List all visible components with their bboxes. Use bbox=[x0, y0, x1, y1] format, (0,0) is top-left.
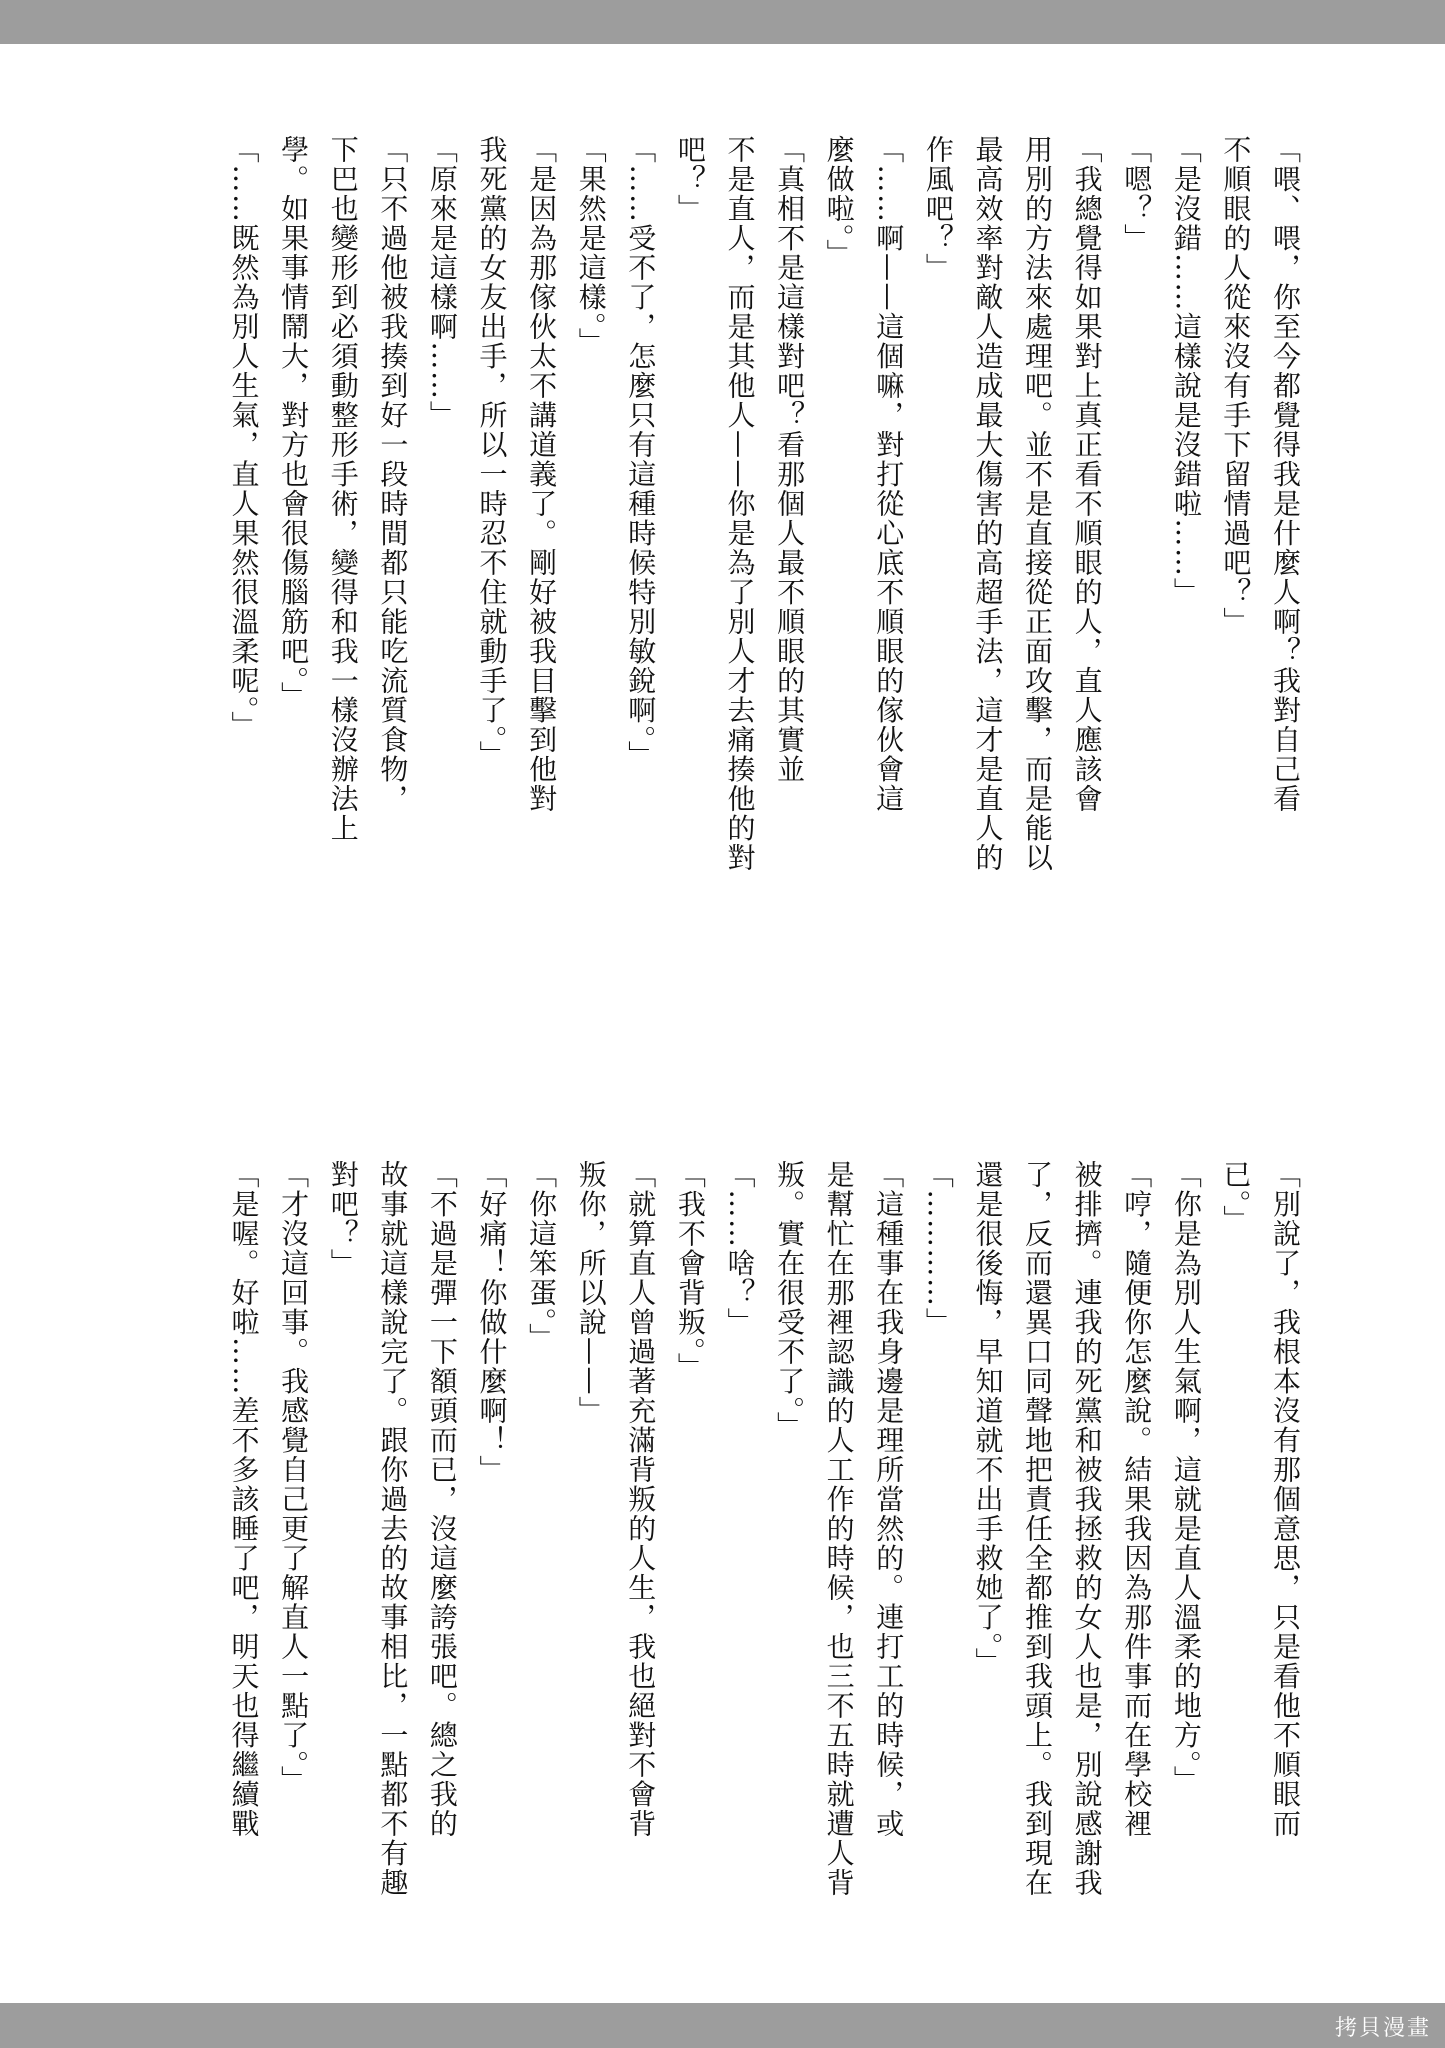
top-gray-bar bbox=[0, 0, 1445, 44]
text-line: 用別的方法來處理吧。並不是直接從正面攻擊，而是能以 bbox=[1021, 135, 1055, 873]
text-line: 「我總覺得如果對上真正看不順眼的人，直人應該會 bbox=[1070, 135, 1104, 814]
text-line: 叛。實在很受不了。」 bbox=[773, 1160, 807, 1441]
text-line: 最高效率對敵人造成最大傷害的高超手法，這才是直人的 bbox=[971, 135, 1005, 873]
text-line: 我死黨的女友出手，所以一時忍不住就動手了。」 bbox=[475, 135, 509, 770]
text-line: 「這種事在我身邊是理所當然的。連打工的時候，或 bbox=[872, 1160, 906, 1839]
text-line: 不順眼的人從來沒有手下留情過吧？」 bbox=[1219, 135, 1253, 637]
text-line: 下巴也變形到必須動整形手術，變得和我一樣沒辦法上 bbox=[326, 135, 360, 843]
text-line: 「我不會背叛。」 bbox=[673, 1160, 707, 1382]
text-line: 「就算直人曾過著充滿背叛的人生，我也絕對不會背 bbox=[624, 1160, 658, 1839]
text-line: 了，反而還異口同聲地把責任全都推到我頭上。我到現在 bbox=[1021, 1160, 1055, 1898]
text-line: 「……受不了，怎麼只有這種時候特別敏銳啊。」 bbox=[624, 135, 658, 770]
text-line: 「才沒這回事。我感覺自己更了解直人一點了。」 bbox=[277, 1160, 311, 1795]
text-line: 「是喔。好啦……差不多該睡了吧，明天也得繼續戰 bbox=[227, 1160, 261, 1839]
text-line: 「…………」 bbox=[921, 1160, 955, 1337]
text-line: 「好痛！你做什麼啊！」 bbox=[475, 1160, 509, 1485]
text-line: 「嗯？」 bbox=[1120, 135, 1154, 253]
text-line: 不是直人，而是其他人——你是為了別人才去痛揍他的對 bbox=[723, 135, 757, 873]
text-line: 作風吧？」 bbox=[921, 135, 955, 283]
text-line: 「你是為別人生氣啊，這就是直人溫柔的地方。」 bbox=[1169, 1160, 1203, 1795]
watermark-text: 拷貝漫畫 bbox=[1334, 2016, 1431, 2041]
text-line: 對吧？」 bbox=[326, 1160, 360, 1278]
text-line: 是幫忙在那裡認識的人工作的時候，也三不五時就遭人背 bbox=[822, 1160, 856, 1898]
text-line: 故事就這樣說完了。跟你過去的故事相比，一點都不有趣 bbox=[376, 1160, 410, 1898]
text-line: 「是沒錯……這樣說是沒錯啦……」 bbox=[1169, 135, 1203, 607]
text-line: 已。」 bbox=[1219, 1160, 1253, 1235]
text-line: 被排擠。連我的死黨和被我拯救的女人也是，別說感謝我 bbox=[1070, 1160, 1104, 1898]
text-line: 麼做啦。」 bbox=[822, 135, 856, 269]
text-line: 「……既然為別人生氣，直人果然很溫柔呢。」 bbox=[227, 135, 261, 741]
text-line: 「喂、喂，你至今都覺得我是什麼人啊？我對自己看 bbox=[1269, 135, 1302, 814]
text-line: 「……啥？」 bbox=[723, 1160, 757, 1337]
text-line: 「果然是這樣。」 bbox=[574, 135, 608, 357]
text-line: 叛你，所以說——」 bbox=[574, 1160, 608, 1426]
text-line: 還是很後悔，早知道就不出手救她了。」 bbox=[971, 1160, 1005, 1677]
bottom-gray-bar bbox=[0, 2003, 1445, 2048]
text-line: 「真相不是這樣對吧？看那個人最不順眼的其實並 bbox=[773, 135, 807, 784]
text-line: 「哼，隨便你怎麼說。結果我因為那件事而在學校裡 bbox=[1120, 1160, 1154, 1839]
text-line: 「是因為那傢伙太不講道義了。剛好被我目擊到他對 bbox=[525, 135, 559, 814]
text-line: 吧？」 bbox=[673, 135, 707, 224]
upper-text-block bbox=[200, 135, 1310, 1045]
text-line: 「不過是彈一下額頭而已，沒這麼誇張吧。總之我的 bbox=[425, 1160, 459, 1839]
text-line: 「……啊——這個嘛，對打從心底不順眼的傢伙會這 bbox=[872, 135, 906, 814]
text-line: 「別說了，我根本沒有那個意思，只是看他不順眼而 bbox=[1269, 1160, 1302, 1839]
text-line: 「你這笨蛋。」 bbox=[525, 1160, 559, 1353]
text-line: 「只不過他被我揍到好一段時間都只能吃流質食物， bbox=[376, 135, 410, 814]
text-line: 學。如果事情鬧大，對方也會很傷腦筋吧。」 bbox=[277, 135, 311, 711]
lower-text-block bbox=[170, 1160, 1310, 1960]
text-line: 「原來是這樣啊……」 bbox=[425, 135, 459, 430]
